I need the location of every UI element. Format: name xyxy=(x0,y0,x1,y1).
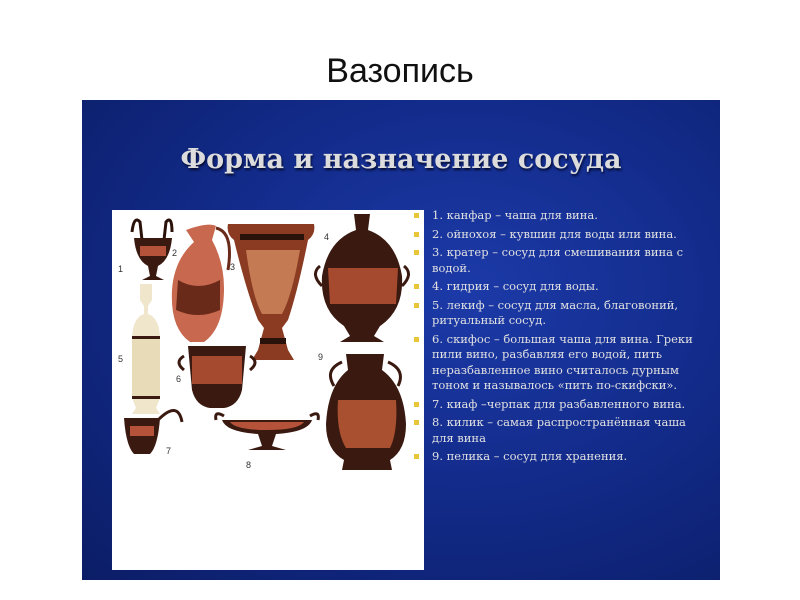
figure-label-5: 5 xyxy=(118,354,124,364)
vase-kyathos xyxy=(124,410,182,454)
vase-skyphos xyxy=(179,346,255,408)
list-item xyxy=(414,397,704,413)
vases-drawing xyxy=(112,210,424,570)
bullet-icon xyxy=(414,420,419,425)
figure-label-6: 6 xyxy=(176,374,182,384)
page-title: Вазопись xyxy=(326,52,474,90)
slide xyxy=(82,100,720,580)
list-item-text: 3. кратер – сосуд для смешивания вина с водой. xyxy=(432,245,684,275)
bullet-icon xyxy=(414,402,419,407)
list-item-text: 6. скифос – большая чаша для вина. Греки пили вино, разбавляя его водой, пить неразбавленное вино считалось дурным тоном и называлось «пить по-скифски». xyxy=(432,331,693,392)
list-item xyxy=(414,245,704,276)
figure-label-2: 2 xyxy=(172,248,178,258)
list-item xyxy=(414,298,704,329)
figure-label-3: 3 xyxy=(230,262,236,272)
vase-krater xyxy=(228,224,315,360)
list-item-text: 8. килик – самая распространённая чаша для вина xyxy=(432,415,686,445)
figure-label-1: 1 xyxy=(118,264,124,274)
list-item xyxy=(414,332,704,394)
list-item xyxy=(414,415,704,446)
list-item xyxy=(414,449,704,465)
vase-kantharos xyxy=(132,220,172,280)
list-item-text: 1. канфар – чаша для вина. xyxy=(432,208,598,222)
figure-label-4: 4 xyxy=(324,232,330,242)
vases-illustration xyxy=(112,210,424,570)
vase-pelike xyxy=(326,354,406,470)
bullet-icon xyxy=(414,232,419,237)
list-item-text: 5. лекиф – сосуд для масла, благовоний, ритуальный сосуд. xyxy=(432,297,679,327)
list-item xyxy=(414,279,704,295)
vessel-list xyxy=(414,208,704,468)
bullet-icon xyxy=(414,454,419,459)
vase-hydria xyxy=(315,214,408,342)
vase-lekythos xyxy=(132,284,160,414)
bullet-icon xyxy=(414,284,419,289)
vase-kylix xyxy=(216,414,319,450)
list-item xyxy=(414,208,704,224)
list-item-text: 7. киаф –черпак для разбавленного вина. xyxy=(432,396,686,411)
list-item-text: 9. пелика – сосуд для хранения. xyxy=(432,449,628,463)
figure-label-9: 9 xyxy=(318,352,324,362)
vase-oinochoe xyxy=(172,225,230,342)
bullet-icon xyxy=(414,250,419,255)
bullet-icon xyxy=(414,213,419,218)
bullet-icon xyxy=(414,337,419,342)
bullet-icon xyxy=(414,303,419,308)
slide-heading: Форма и назначение сосуда xyxy=(180,144,622,175)
list-item-text: 4. гидрия – сосуд для воды. xyxy=(432,279,599,293)
figure-label-8: 8 xyxy=(246,460,252,470)
list-item xyxy=(414,227,704,243)
list-item-text: 2. ойнохоя – кувшин для воды или вина. xyxy=(432,226,677,241)
figure-label-7: 7 xyxy=(166,446,172,456)
